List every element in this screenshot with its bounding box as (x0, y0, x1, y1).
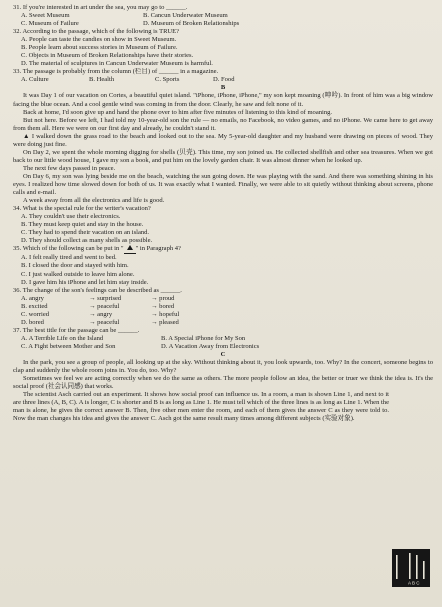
q36-c-3: → hopeful (151, 310, 180, 318)
q36-c-2: → angry (89, 310, 113, 318)
q33-option-c: C. Sports (155, 76, 180, 84)
q36-d-1: D. bored (21, 318, 44, 326)
q31-option-a: A. Sweet Museum (21, 12, 70, 20)
q36-d-2: → peaceful (89, 318, 120, 326)
q36-row-d (13, 319, 433, 327)
q33-option-d: D. Food (213, 76, 235, 84)
q36-c-1: C. worried (21, 310, 50, 318)
line-c (423, 561, 425, 579)
asch-lines-figure (392, 549, 430, 587)
blank-marker (124, 245, 136, 254)
q36-d-3: → pleased (151, 318, 179, 326)
q35-stem-post: " in Paragraph 4? (135, 245, 181, 253)
section-b-letter: B (220, 84, 226, 92)
b-paragraph-4: ▲ I walked down the grass road to the beach and looked out to the sea. My 5-year-old daughter and my husband were drawing on pieces of wood. They were doing just fine. (13, 132, 433, 148)
q32-stem: 32. According to the passage, which of the following is TRUE? (13, 28, 180, 36)
q31-option-c: C. Museum of Failure (21, 20, 79, 28)
b-paragraph-2: Back at home, I'd soon give up and hand the phone over to him after five minutes of listening to this kind of moaning. (23, 108, 333, 116)
q36-b-2: → peaceful (89, 302, 120, 310)
q34-option-d: D. They should collect as many shells as possible. (21, 237, 153, 245)
q37-options-cd (13, 343, 433, 351)
q37-stem: 37. The best title for the passage can be ______. (13, 326, 140, 334)
q35-option-c: C. I just walked outside to leave him alone. (21, 270, 135, 278)
section-c-letter: C (220, 350, 226, 358)
q37-options-ab (13, 335, 433, 343)
q31-options-ab (13, 12, 433, 20)
q32-option-c: C. Objects in Museum of Broken Relationships have their stories. (21, 52, 194, 60)
q36-stem: 36. The change of the son's feelings can be described as ______. (13, 286, 182, 294)
q35-option-d: D. I gave him his iPhone and let him stay inside. (21, 278, 149, 286)
triangle-icon (127, 245, 133, 250)
q33-option-b: B. Health (89, 76, 115, 84)
q36-a-2: → surprised (89, 294, 122, 302)
q35-option-b: B. I closed the door and stayed with him. (21, 262, 129, 270)
b-paragraph-8: A week away from all the electronics and life is good. (23, 197, 165, 205)
q33-stem: 33. The passage is probably from the column (栏目) of ______ in a magazine. (13, 68, 219, 76)
q31-option-d: D. Museum of Broken Relationships (143, 20, 240, 28)
c-paragraph-3: The scientist Asch carried out an experiment. It shows how social proof can influence us. In a room, a man is shown Line 1, and next to it are three lines (A, B, C). A is longer, C is shorter and B is as long as Line 1. He must tell which of the three lines is as long as Line 1. When the man is alone, he gives the correct answer B. Then, five other men enter the room, and each of them gives the answer C as they were told to. Now the man changes his idea and gives the answer C. Asch got the same result many times among different subjects (实验对象). (13, 391, 389, 423)
q36-row-a (13, 295, 433, 303)
line-1 (396, 555, 398, 579)
q36-row-b (13, 303, 433, 311)
b-paragraph-3: But not here. Before we left, I had told my 10-year-old son the rule — no emails, no Facebook, no video games, and no iPhone. We came here to get away from them all. Here we were on our first day and already, he couldn't stand it. (13, 116, 433, 132)
q37-option-c: C. A Fight between Mother and Son (21, 342, 116, 350)
q35-stem-pre: 35. Which of the following can be put in " (13, 245, 124, 253)
q32-option-a: A. People can taste the candies on show in Sweet Museum. (21, 36, 177, 44)
line-a (409, 553, 411, 579)
q35-option-a: A. I felt really tired and went to bed. (21, 254, 117, 262)
b-paragraph-5: On Day 2, we spent the whole morning digging for shells (贝壳). This time, my son joined us. He collected shellfish and other sea treasures. When we got back to our little wood house, I gave my son a book, and put him on the lovely garden chair. It was almost dinner when he looked up. (13, 148, 433, 164)
q36-a-3: → proud (151, 294, 175, 302)
q33-options (13, 76, 433, 84)
q34-option-c: C. They had to spend their vacation on an island. (21, 229, 150, 237)
line-b (416, 555, 418, 579)
q31-option-b: B. Cancun Underwater Museum (143, 12, 228, 20)
q37-option-a: A. A Terrible Life on the Island (21, 334, 104, 342)
q32-option-b: B. People learn about success stories in Museum of Failure. (21, 44, 178, 52)
q32-option-d: D. The material of sculptures in Cancun Underwater Museum is harmful. (21, 60, 213, 68)
q37-option-d: D. A Vacation Away from Electronics (161, 342, 260, 350)
q33-option-a: A. Culture (21, 76, 49, 84)
figure-label: A B C (408, 580, 420, 586)
q36-row-c (13, 311, 433, 319)
q36-a-1: A. angry (21, 294, 44, 302)
q37-option-b: B. A Special iPhone for My Son (161, 334, 246, 342)
b-paragraph-6: The next few days passed in peace. (23, 164, 116, 172)
q31-options-cd (13, 20, 433, 28)
b-paragraph-7: On Day 6, my son was lying beside me on the beach, watching the sun going down. He was playing with the sand. And there was something shining in his eyes. I realized how time slowed down for both of us. It was exactly what I wanted. Finally, we were able to sit quietly without thinking about screens, phone calls and e-mail. (13, 172, 433, 197)
q34-option-b: B. They must keep quiet and stay in the house. (21, 221, 144, 229)
q35-stem (13, 245, 433, 254)
q36-b-3: → bored (151, 302, 175, 310)
c-paragraph-1: In the park, you see a group of people, all looking up at the sky. Without thinking about it, you look upwards, too. Why? In the concert, someone begins to clap and suddenly the whole room joins in. You do, too. Why? (13, 358, 433, 375)
q34-option-a: A. They couldn't use their electronics. (21, 213, 121, 221)
q36-b-1: B. excited (21, 302, 48, 310)
c-paragraph-2: Sometimes we feel we are acting correctly when we do the same as others. The more people follow an idea, the better or truer we think the idea is. It's the social proof (社会认同感) that works. (13, 375, 433, 391)
lines-diagram-icon (392, 549, 430, 587)
b-paragraph-1: It was Day 1 of our vacation on Cortes, a beautiful quiet island. "iPhone, iPhone, iPhone," my son kept moaning (呻吟). In front of him was a big window facing the blue ocean. And a cool gentle wind was coming in from the door. Clearly, he saw and felt none of it. (13, 92, 433, 108)
q34-stem: 34. What is the special rule for the writer's vacation? (13, 205, 151, 213)
q31-stem: 31. If you're interested in art under the sea, you may go to ______. (13, 4, 188, 11)
